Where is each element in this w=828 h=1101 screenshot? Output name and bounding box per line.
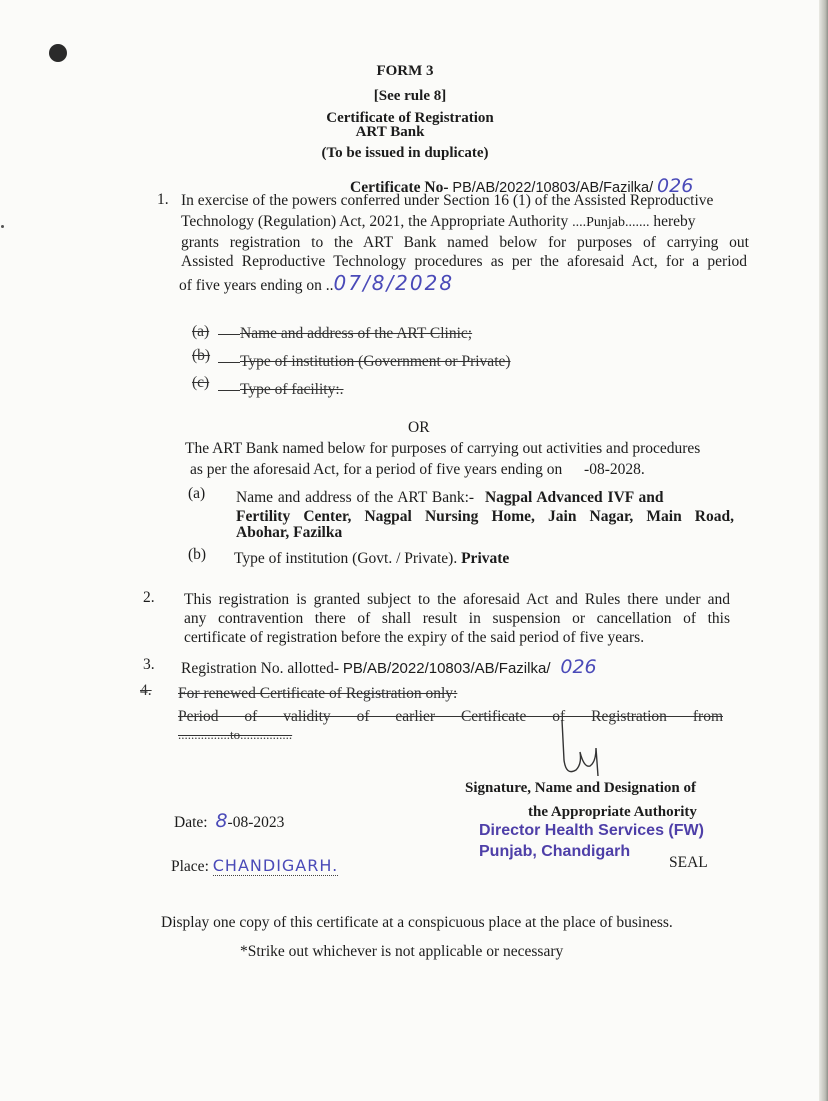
institution-type-value: Private <box>461 550 510 567</box>
paragraph-1-number: 1. <box>157 191 169 208</box>
expiry-date-handwritten: 07/8/2028 <box>333 271 455 295</box>
paragraph-1-line-5 <box>179 271 455 295</box>
signature-label-line-1: Signature, Name and Designation of <box>465 780 696 796</box>
paragraph-2-line-3: certificate of registration before the expiry of the said period of five years. <box>184 629 645 646</box>
display-instruction: Display one copy of this certificate at a conspicuous place at the place of business. <box>161 914 673 931</box>
issue-date-day: 8 <box>215 810 228 832</box>
paragraph-1-line-4: Assisted Reproductive Technology procedures as per the aforesaid Act, for a period <box>181 253 747 270</box>
place-label: Place: <box>171 858 209 875</box>
authority-stamp-line-2: Punjab, Chandigarh <box>479 843 631 860</box>
struck-item-c-text: Type of facility:. <box>240 381 344 398</box>
page-edge-shadow <box>819 0 828 1101</box>
struck-item-b-text: Type of institution (Government or Private) <box>240 353 511 370</box>
punch-hole <box>49 44 67 62</box>
or-paragraph-date: -08-2028. <box>584 461 645 478</box>
bank-name-line-1 <box>236 488 734 507</box>
paragraph-4-line-3: ................to................ <box>178 727 293 742</box>
struck-item-a-text: Name and address of the ART Clinic; <box>240 325 473 342</box>
strike-out-note: *Strike out whichever is not applicable or necessary <box>240 943 564 960</box>
paragraph-2-number: 2. <box>143 589 155 606</box>
certificate-number-value: PB/AB/2022/10803/AB/Fazilka/ <box>452 180 654 196</box>
bank-name-line-2: Fertility Center, Nagpal Nursing Home, Jain Nagar, Main Road, <box>236 508 734 525</box>
issue-date-rest: -08-2023 <box>227 814 285 831</box>
signature-label-line-2: the Appropriate Authority <box>528 804 697 820</box>
struck-item-a <box>218 324 498 343</box>
place-value: CHANDIGARH. <box>212 856 339 875</box>
paragraph-2-line-1: This registration is granted subject to the aforesaid Act and Rules there under and <box>184 591 730 608</box>
struck-item-c <box>218 380 368 399</box>
registration-number-handwritten: 026 <box>560 656 597 678</box>
bank-item-b-mark: (b) <box>188 546 207 563</box>
or-paragraph-line-1: The ART Bank named below for purposes of carrying out activities and procedures <box>185 440 701 457</box>
issue-date-label: Date: <box>174 814 208 831</box>
paragraph-1-line-5-text: of five years ending on .. <box>179 277 334 294</box>
certificate-number-handwritten: 026 <box>657 175 694 197</box>
paragraph-3-number: 3. <box>143 656 155 673</box>
registration-number-value: PB/AB/2022/10803/AB/Fazilka/ <box>342 660 551 677</box>
struck-item-b <box>218 352 548 371</box>
paragraph-2-line-2: any contravention there of shall result in suspension or cancellation of this <box>184 610 730 627</box>
rule-reference: [See rule 8] <box>373 88 447 104</box>
duplicate-note: (To be issued in duplicate) <box>321 145 489 161</box>
bank-name-label: Name and address of the ART Bank:- <box>236 489 475 506</box>
certificate-subtitle: ART Bank <box>355 124 425 140</box>
signature-scribble <box>550 718 620 784</box>
or-separator: OR <box>408 419 430 436</box>
form-number: FORM 3 <box>376 63 434 79</box>
or-paragraph-line-2 <box>190 460 645 479</box>
bank-name-line-3: Abohar, Fazilka <box>236 524 343 541</box>
or-paragraph-line-2-text: as per the aforesaid Act, for a period of five years ending on <box>190 461 563 478</box>
paragraph-1-line-3: grants registration to the ART Bank named below for purposes of carrying out <box>181 234 749 251</box>
paragraph-1-line-2-text: Technology (Regulation) Act, 2021, the Appropriate Authority <box>181 213 569 230</box>
place <box>171 856 338 876</box>
bank-name-value-1: Nagpal Advanced IVF and <box>484 489 664 506</box>
bank-item-a-mark: (a) <box>188 485 206 502</box>
issue-date <box>174 812 284 832</box>
speck <box>1 225 4 228</box>
struck-item-c-mark: (c) <box>192 374 210 391</box>
appropriate-authority: ....Punjab....... <box>572 215 650 230</box>
paragraph-4-line-1: For renewed Certificate of Registration only: <box>178 685 458 702</box>
paragraph-1-line-1: In exercise of the powers conferred under Section 16 (1) of the Assisted Reproductive <box>181 192 714 209</box>
authority-stamp-line-1: Director Health Services (FW) <box>479 822 704 839</box>
institution-type-label: Type of institution (Govt. / Private). <box>234 550 458 567</box>
paragraph-4-number: 4. <box>140 682 152 699</box>
registration-number <box>181 658 597 678</box>
paragraph-4-line-2: Period of validity of earlier Certificate of Registration from <box>178 708 723 725</box>
struck-item-a-mark: (a) <box>192 323 210 340</box>
seal-label: SEAL <box>669 854 708 871</box>
paragraph-1-line-2-end: hereby <box>653 213 696 230</box>
certificate-number-label: Certificate No- <box>350 179 449 196</box>
institution-type <box>234 549 509 568</box>
certificate-title: Certificate of Registration <box>326 110 494 126</box>
struck-item-b-mark: (b) <box>192 347 211 364</box>
paragraph-1-line-2 <box>181 212 751 232</box>
registration-number-label: Registration No. allotted- <box>181 660 339 677</box>
